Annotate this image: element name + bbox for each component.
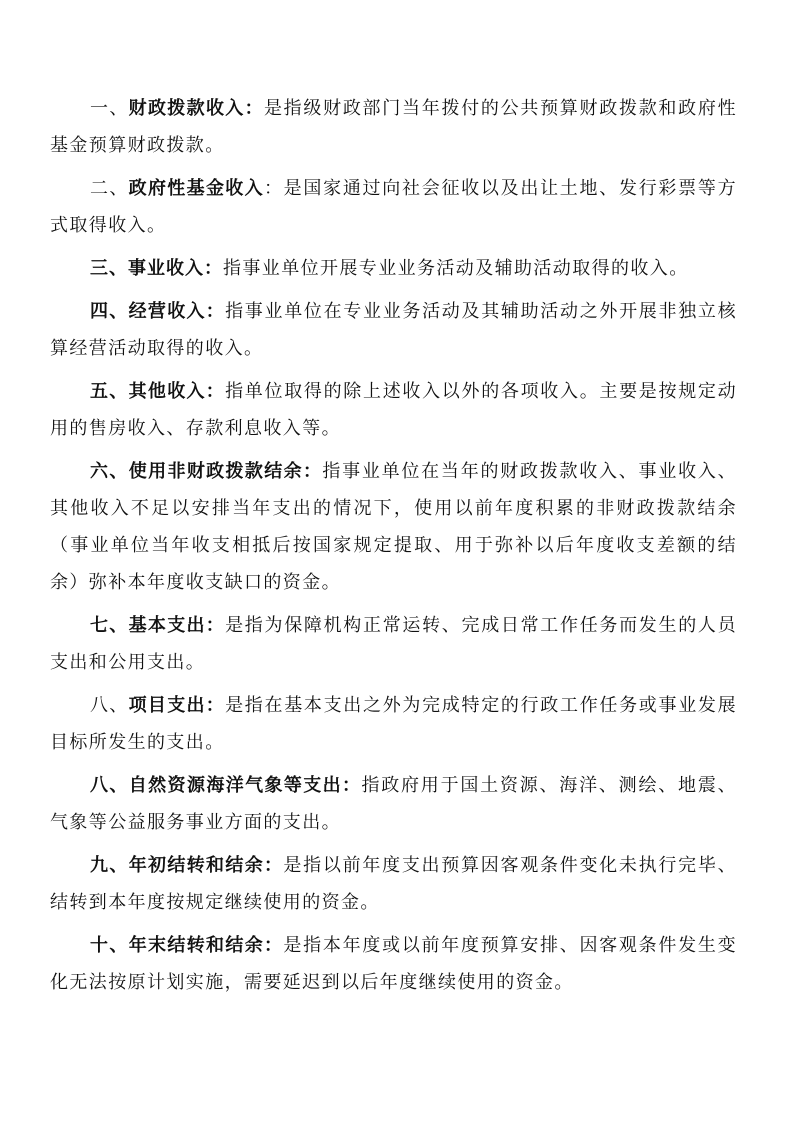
- term-label: 八、项目支出：: [90, 695, 226, 716]
- term-label: 十、年末结转和结余：: [90, 935, 284, 956]
- definition-text: 是指以前年度支出预算因客观条件变化未执行完毕、结转到本年度按规定继续使用的资金。: [50, 855, 738, 913]
- definition-non-fiscal-surplus-use: [50, 453, 737, 601]
- definition-text: 指事业单位在当年的财政拨款收入、事业收入、其他收入不足以安排当年支出的情况下，使用以前年度积累的非财政拨款结余（事业单位当年收支相抵后按国家规定提取、用于弥补以后年度收支差额的结余）弥补本年度收支缺口的资金。: [50, 461, 738, 593]
- definition-text: 指政府用于国土资源、海洋、测绘、地震、气象等公益服务事业方面的支出。: [50, 775, 738, 833]
- definition-text: 指事业单位在专业业务活动及其辅助活动之外开展非独立核算经营活动取得的收入。: [50, 301, 738, 359]
- definition-text: 是指为保障机构正常运转、完成日常工作任务而发生的人员支出和公用支出。: [50, 615, 738, 673]
- definition-text: 是指本年度或以前年度预算安排、因客观条件发生变化无法按原计划实施，需要延迟到以后年度继续使用的资金。: [50, 935, 738, 993]
- term-label: 九、年初结转和结余：: [90, 855, 284, 876]
- definition-opening-carryover: [50, 847, 737, 921]
- definition-operating-income: [50, 293, 737, 367]
- definition-closing-carryover: [50, 927, 737, 1001]
- definition-government-fund-income: [50, 170, 737, 244]
- definition-text: 是指级财政部门当年拨付的公共预算财政拨款和政府性基金预算财政拨款。: [50, 98, 738, 156]
- definition-other-income: [50, 373, 737, 447]
- definition-basic-expenditure: [50, 607, 737, 681]
- definition-text: ：是国家通过向社会征收以及出让土地、发行彩票等方式取得收入。: [50, 178, 738, 236]
- term-label: 二、政府性基金收入: [90, 178, 264, 199]
- term-label: 五、其他收入：: [90, 381, 226, 402]
- definition-business-income: [50, 250, 737, 287]
- term-label: 七、基本支出：: [90, 615, 226, 636]
- definition-natural-resources-expenditure: [50, 767, 737, 841]
- term-label: 一、财政拨款收入：: [90, 98, 264, 119]
- term-label: 四、经营收入：: [90, 301, 226, 322]
- term-label: 三、事业收入：: [90, 258, 223, 279]
- term-label: 八、自然资源海洋气象等支出：: [90, 775, 362, 796]
- definition-text: 是指在基本支出之外为完成特定的行政工作任务或事业发展目标所发生的支出。: [50, 695, 738, 753]
- term-label: 六、使用非财政拨款结余：: [90, 461, 323, 482]
- definition-fiscal-appropriation-income: [50, 90, 737, 164]
- definition-project-expenditure: [50, 687, 737, 761]
- definition-text: 指事业单位开展专业业务活动及辅助活动取得的收入。: [223, 258, 689, 279]
- definitions-list: [50, 90, 737, 1007]
- definition-text: 指单位取得的除上述收入以外的各项收入。主要是按规定动用的售房收入、存款利息收入等。: [50, 381, 738, 439]
